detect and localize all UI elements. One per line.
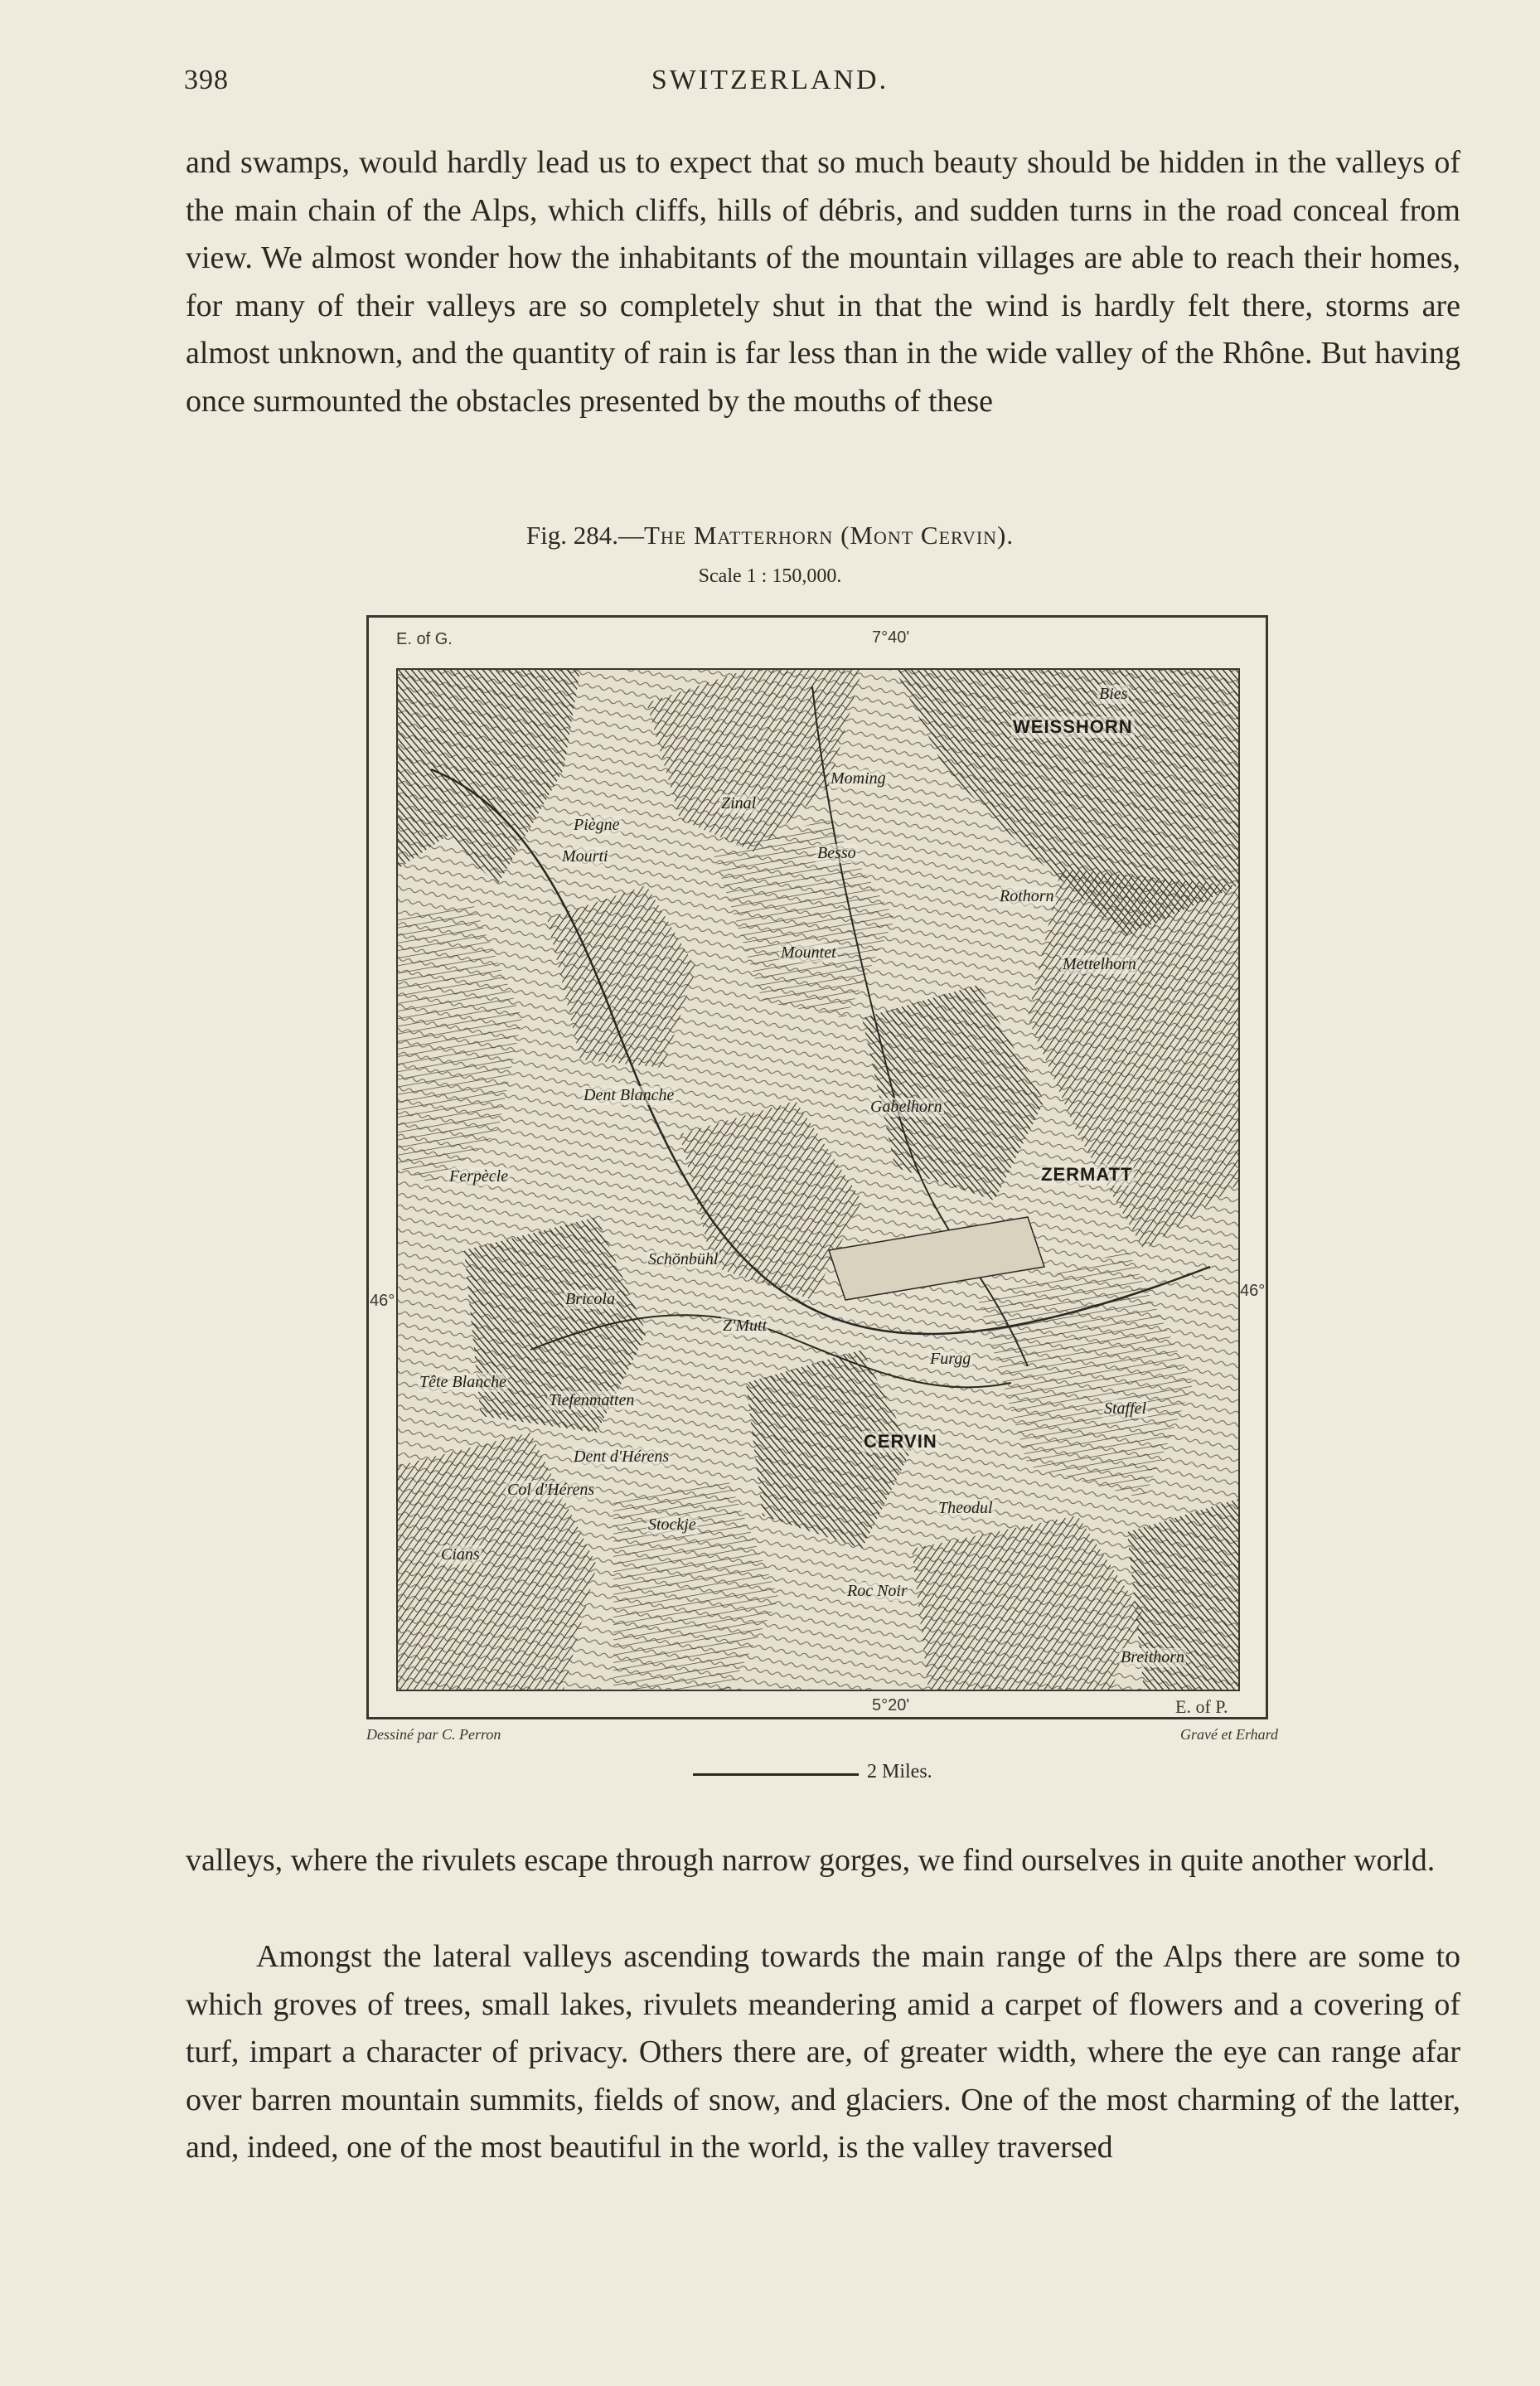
place-weisshorn: WEISSHORN	[1013, 716, 1133, 737]
map-edge-latitude-right: 46°	[1240, 1282, 1266, 1300]
map-edge-longitude-bottom: 5°20'	[872, 1696, 910, 1714]
place-mountet: Mountet	[781, 943, 836, 962]
place-furgg: Furgg	[930, 1350, 971, 1368]
page-number: 398	[184, 65, 229, 95]
place-roc-noir: Roc Noir	[847, 1582, 908, 1600]
figure-number: Fig. 284.—	[525, 521, 644, 550]
place-gabelhorn: Gabelhorn	[870, 1098, 942, 1116]
running-head	[184, 65, 1356, 106]
scale-bar-label: 2 Miles.	[867, 1761, 932, 1782]
place-mourti: Mourti	[562, 847, 608, 866]
map-edge-latitude-left: 46°	[370, 1292, 395, 1310]
place-besso: Besso	[817, 844, 856, 862]
place-mettelhorn: Mettelhorn	[1063, 955, 1136, 973]
figure-caption	[0, 521, 1540, 550]
engraver-signature-right: Gravé et Erhard	[1180, 1726, 1278, 1743]
place-piegne: Piègne	[574, 816, 620, 834]
map-edge-label-top-left: E. of G.	[396, 630, 453, 648]
place-tete-blanche: Tête Blanche	[419, 1373, 506, 1391]
place-staffel: Staffel	[1104, 1399, 1147, 1418]
place-bricola: Bricola	[565, 1290, 615, 1308]
place-stockje: Stockje	[648, 1515, 696, 1534]
place-col-herens: Col d'Hérens	[507, 1481, 595, 1499]
figure-title: The Matterhorn (Mont Cervin).	[643, 521, 1015, 550]
place-schonbuhl: Schönbühl	[648, 1250, 719, 1268]
place-z-mutt: Z'Mutt	[723, 1317, 768, 1335]
place-cervin: CERVIN	[864, 1431, 937, 1452]
paragraph-lateral-valleys: Amongst the lateral valleys ascending towards the main range of the Alps there are some to which groves of trees, small lakes, rivulets meandering amid a carpet of flowers and a covering of turf, impart a character of privacy. Others there are, of greater width, where the eye can range afar over barren mountain summits, fields of snow, and glaciers. One of the most charming of the latter, and, indeed, one of the most beautiful in the world, is the valley traversed	[186, 1939, 1460, 2165]
place-cians: Cians	[441, 1545, 480, 1564]
place-ferpecle: Ferpècle	[449, 1167, 509, 1186]
running-title: SWITZERLAND.	[651, 65, 889, 95]
map-edge-label-bottom-right: E. of P.	[1175, 1696, 1228, 1717]
place-rothorn: Rothorn	[1000, 887, 1054, 905]
place-dent-blanche: Dent Blanche	[584, 1086, 675, 1104]
place-bies: Bies	[1099, 685, 1128, 703]
place-dent-herens: Dent d'Hérens	[574, 1448, 670, 1466]
engraver-signature-left: Dessiné par C. Perron	[366, 1726, 501, 1743]
map-edge-longitude-top: 7°40'	[872, 628, 910, 647]
paragraph-after-figure: valleys, where the rivulets escape through narrow gorges, we find ourselves in quite another world.	[186, 1843, 1436, 1878]
place-moming: Moming	[831, 769, 886, 788]
paragraph-before-figure: and swamps, would hardly lead us to expect that so much beauty should be hidden in the valleys of the main chain of the Alps, which cliffs, hills of débris, and sudden turns in the road conceal from view. We almost wonder how the inhabitants of the mountain villages are able to reach their homes, for many of their valleys are so completely shut in that the wind is hardly felt there, storms are almost unknown, and the quantity of rain is far less than in the wide valley of the Rhône. But having once surmounted the obstacles presented by the mouths of these	[186, 145, 1460, 419]
engraved-map	[396, 668, 1240, 1691]
place-theodul: Theodul	[938, 1499, 993, 1517]
place-breithorn: Breithorn	[1121, 1648, 1185, 1666]
place-zinal: Zinal	[721, 794, 757, 812]
scale-bar	[693, 1773, 859, 1776]
place-tiefenmatten: Tiefenmatten	[549, 1391, 635, 1409]
figure-scale: Scale 1 : 150,000.	[698, 565, 842, 587]
place-zermatt: ZERMATT	[1041, 1164, 1133, 1185]
